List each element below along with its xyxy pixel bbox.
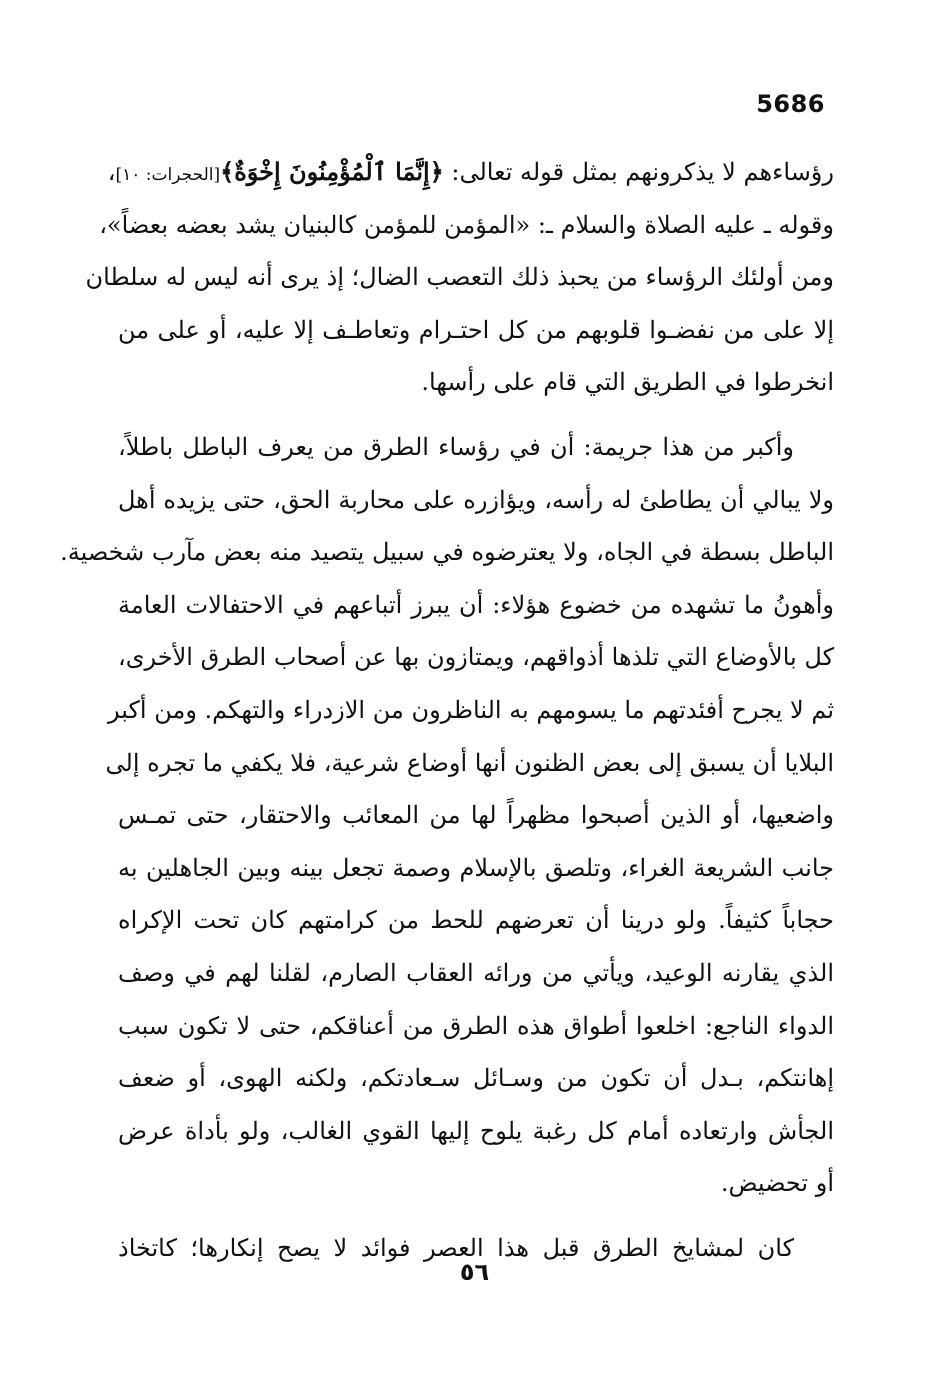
text-line: وقوله ـ عليه الصلاة والسلام ـ: «المؤمن للمؤمن كالبنيان يشد بعضه بعضاً»، <box>99 210 834 239</box>
quran-verse: ﴿إِنَّمَا ٱلْمُؤْمِنُونَ إِخْوَةٌ﴾ <box>220 157 444 186</box>
text-line: الجأش وارتعاده أمام كل رغبة يلوح إليها القوي الغالب، ولو بأداة عرض <box>118 1116 834 1145</box>
text-line: الدواء الناجع: اخلعوا أطواق هذه الطرق من أعناقكم، حتى لا تكون سبب <box>118 1011 834 1040</box>
quote-tail: ، <box>107 158 116 186</box>
text-line: أو تحضيض. <box>720 1169 834 1198</box>
page-id-label: 5686 <box>756 90 825 118</box>
body-text <box>60 146 834 1274</box>
text-line: واضعيها، أو الذين أصبحوا مظهراً لها من المعائب والاحتقار، حتى تمـس <box>118 801 834 830</box>
text-line: البلايا أن يسبق إلى بعض الظنون أنها أوضاع شرعية، فلا يكفي ما تجره إلى <box>105 748 834 777</box>
text-line: كان لمشايخ الطرق قبل هذا العصر فوائد لا يصح إنكارها؛ كاتخاذ <box>118 1233 794 1262</box>
text-line: ومن أولئك الرؤساء من يحبذ ذلك التعصب الضال؛ إذ يرى أنه ليس له سلطان <box>85 263 834 292</box>
text-line: جانب الشريعة الغراء، وتلصق بالإسلام وصمة تجعل بينه وبين الجاهلين به <box>118 853 834 882</box>
text-line: كل بالأوضاع التي تلذها أذواقهم، ويمتازون بها عن أصحاب الطرق الأخرى، <box>118 643 834 672</box>
page-number: ٥٦ <box>459 1258 490 1286</box>
text-line: حجاباً كثيفاً. ولو درينا أن تعرضهم للحط من كرامتهم كان تحت الإكراه <box>118 906 834 935</box>
text-line: ثم لا يجرح أفئدتهم ما يسومهم به الناظرون من الازدراء والتهكم. ومن أكبر <box>108 695 834 724</box>
text-line: إلا على من نفضـوا قلوبهم من كل احتـرام وتعاطـف إلا عليه، أو على من <box>118 315 834 344</box>
verse-reference: [الحجرات: ١٠] <box>115 165 221 185</box>
text-line: وأهونُ ما تشهده من خضوع هؤلاء: أن يبرز أتباعهم في الاحتفالات العامة <box>118 590 834 619</box>
text-line: ولا يبالي أن يطاطئ له رأسه، ويؤازره على محاربة الحق، حتى يزيده أهل <box>118 485 834 514</box>
text-line: إهانتكم، بـدل أن تكون من وسـائل سـعادتكم، ولكنه الهوى، أو ضعف <box>118 1064 834 1093</box>
text-line: الذي يقارنه الوعيد، ويأتي من ورائه العقاب الصارم، لقلنا لهم في وصف <box>118 958 834 987</box>
text-line: الباطل بسطة في الجاه، ولا يعترضوه في سبيل يتصيد منه بعض مآرب شخصية. <box>60 538 834 567</box>
text-line: وأكبر من هذا جريمة: أن في رؤساء الطرق من يعرف الباطل باطلاً، <box>118 432 794 461</box>
text-line: انخرطوا في الطريق التي قام على رأسها. <box>421 368 834 397</box>
quote-lead: رؤساءهم لا يذكرونهم بمثل قوله تعالى: <box>443 158 834 186</box>
text-line <box>107 146 834 199</box>
